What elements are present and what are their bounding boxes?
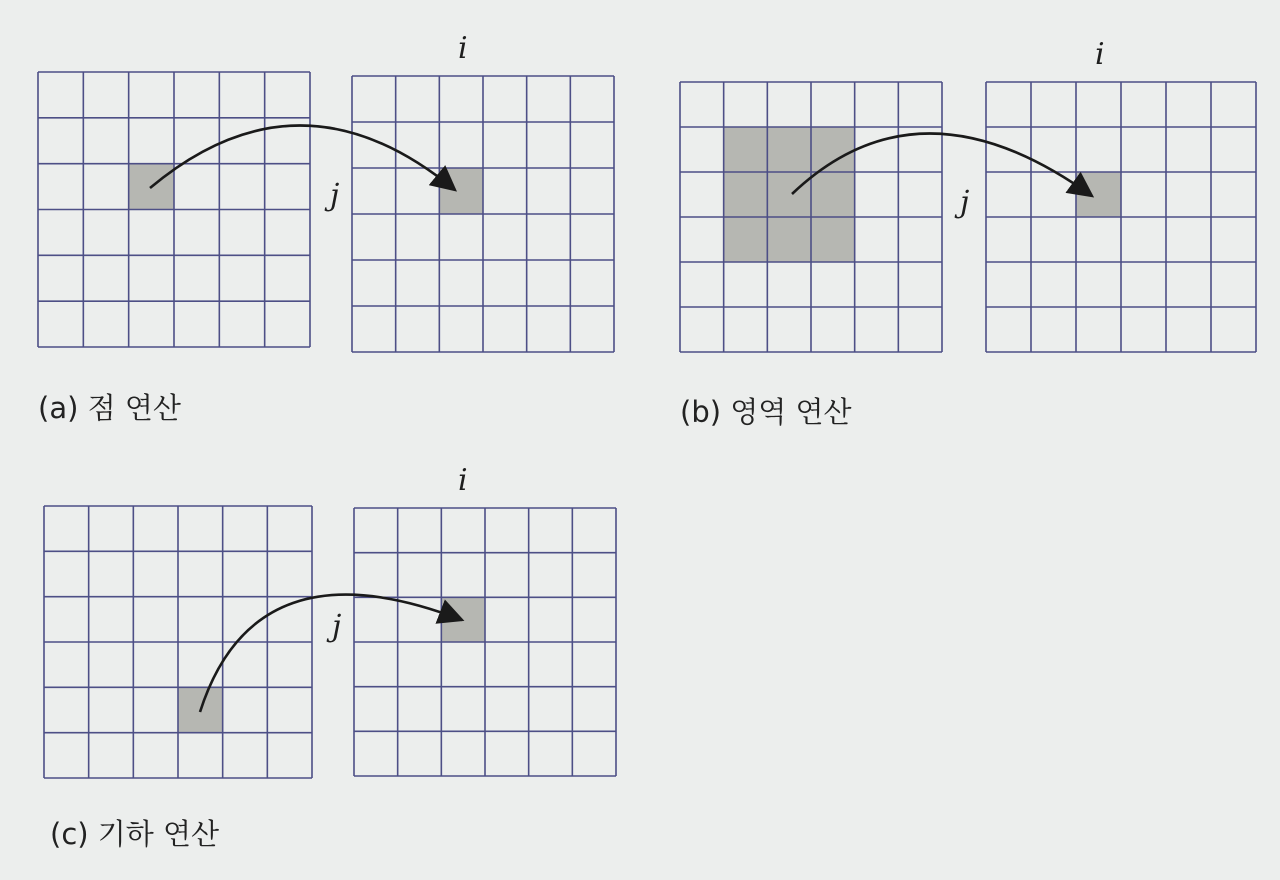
panel-b-source-shaded-cell xyxy=(811,172,855,217)
panel-b-source-shaded-cell xyxy=(724,172,768,217)
panel-c-source-grid xyxy=(44,506,312,778)
panel-b-source-shaded-cell xyxy=(811,217,855,262)
panel-a-source-grid xyxy=(38,72,310,347)
panel-b-target-grid xyxy=(986,82,1256,352)
panel-a-mapping-arrow xyxy=(150,125,455,190)
panel-c-axis-i: i xyxy=(458,463,468,498)
panel-b-target-shaded-cell xyxy=(1076,172,1121,217)
panel-c-axis-j: j xyxy=(332,609,342,644)
panel-b-source-shaded-cell xyxy=(811,127,855,172)
panel-b-source-shaded-cell xyxy=(767,127,811,172)
panel-b-axis-i: i xyxy=(1095,37,1105,72)
panel-b-caption: (b) 영역 연산 xyxy=(680,395,852,429)
panel-c xyxy=(44,463,616,851)
panel-b-source-shaded-cell xyxy=(724,127,768,172)
panel-b-source-shaded-cell xyxy=(767,172,811,217)
panel-b xyxy=(680,37,1256,429)
panel-a-target-grid xyxy=(352,76,614,352)
panel-b-axis-j: j xyxy=(960,185,970,220)
panel-b-source-shaded-cell xyxy=(767,217,811,262)
panel-a-axis-i: i xyxy=(458,31,468,66)
panel-c-target-grid xyxy=(354,508,616,776)
panel-b-source-shaded-cell xyxy=(724,217,768,262)
panel-c-mapping-arrow xyxy=(200,595,462,712)
panel-b-source-grid xyxy=(680,82,942,352)
panel-c-caption: (c) 기하 연산 xyxy=(50,817,220,851)
panel-a-caption: (a) 점 연산 xyxy=(38,391,181,425)
panel-c-target-shaded-cell xyxy=(441,597,485,642)
panel-a xyxy=(38,31,614,425)
panel-a-axis-j: j xyxy=(330,178,340,213)
panel-a-target-shaded-cell xyxy=(439,168,483,214)
